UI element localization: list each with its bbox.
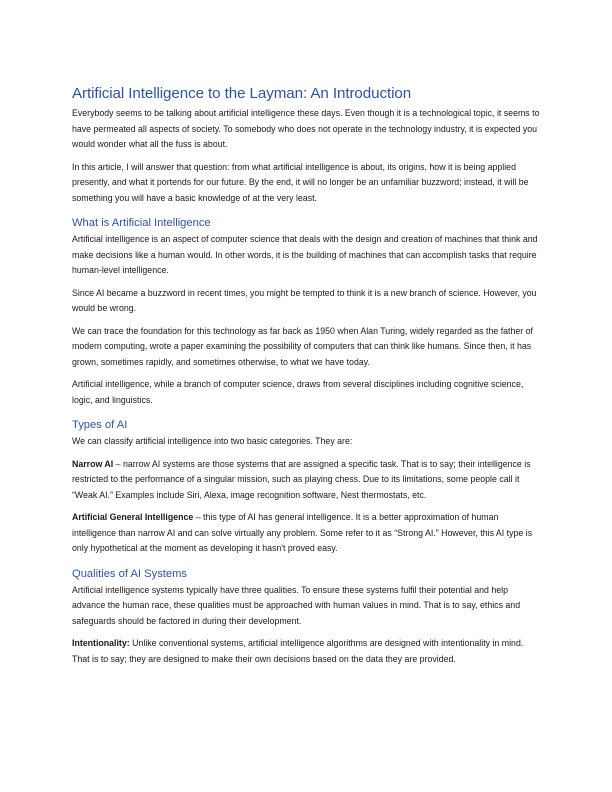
section-heading-what: What is Artificial Intelligence [72, 217, 211, 229]
agi-text: – this type of AI has general intelligence. It is a better approximation of human intelligence than narrow AI and can solve virtually any problem. Some refer to it as “Strong AI.” However, this AI type is only hypothetical at the moment as developing it hasn't proved easy. [72, 512, 533, 553]
intentionality-text: Unlike conventional systems, artificial intelligence algorithms are designed with intentionality in mind. That is to say; they are designed to make their own decisions based on the data they are provided. [72, 638, 524, 664]
agi-term: Artificial General Intelligence [72, 512, 194, 522]
intro-paragraph-2: In this article, I will answer that question: from what artificial intelligence is about, its origins, how it is being applied presently, and what it portends for our future. By the end, it will no longer be an unfamiliar buzzword; instead, it will be something you will have a basic knowledge of at the very least. [72, 161, 529, 203]
intro-paragraph-1: Everybody seems to be talking about artificial intelligence these days. Even though it is a technological topic, it seems to have permeated all aspects of society. To somebody who does not operate in the technology industry, it is expected you would wonder what all the fuss is about. [72, 108, 540, 149]
agi-paragraph [72, 510, 542, 557]
what-paragraph-2: Since AI became a buzzword in recent times, you might be tempted to think it is a new branch of science. However, you would be wrong. [72, 287, 537, 313]
what-paragraph-1: Artificial intelligence is an aspect of computer science that deals with the design and creation of machines that think and make decisions like a human would. In other words, it is the building of machines that can accomplish tasks that require human-level intelligence. [72, 234, 538, 275]
narrow-ai-term: Narrow AI [72, 458, 114, 469]
document-title: Artificial Intelligence to the Layman: An Introduction [72, 85, 412, 102]
qualities-intro-paragraph: Artificial intelligence systems typically have three qualities. To ensure these systems fulfil their potential and help advance the human race, these qualities must be approached with human values in mind. That is to say, ethics and safeguards should be factored in during their development. [72, 584, 521, 626]
types-intro-paragraph: We can classify artificial intelligence into two basic categories. They are: [72, 436, 353, 446]
narrow-ai-paragraph [72, 457, 542, 504]
intentionality-paragraph [72, 636, 542, 667]
what-paragraph-3: We can trace the foundation for this technology as far back as 1950 when Alan Turing, widely regarded as the father of modern computing, wrote a paper examining the possibility of computers that can think like humans. Since then, it has grown, sometimes rapidly, and sometimes otherwise, to what we have today. [72, 325, 533, 367]
section-heading-types: Types of AI [72, 419, 128, 431]
what-paragraph-4: Artificial intelligence, while a branch of computer science, draws from several disciplines including cognitive science, logic, and linguistics. [72, 379, 524, 405]
narrow-ai-text: – narrow AI systems are those systems that are assigned a specific task. That is to say; their intelligence is restricted to the performance of a singular mission, such as playing chess. Due to its limitations, some people call it “Weak AI.” Examples include Siri, Alexa, image recognition software, Nest thermostats, etc. [72, 458, 531, 500]
section-heading-qualities: Qualities of AI Systems [72, 567, 188, 580]
document-page [72, 84, 542, 674]
intentionality-term: Intentionality: [72, 638, 130, 648]
